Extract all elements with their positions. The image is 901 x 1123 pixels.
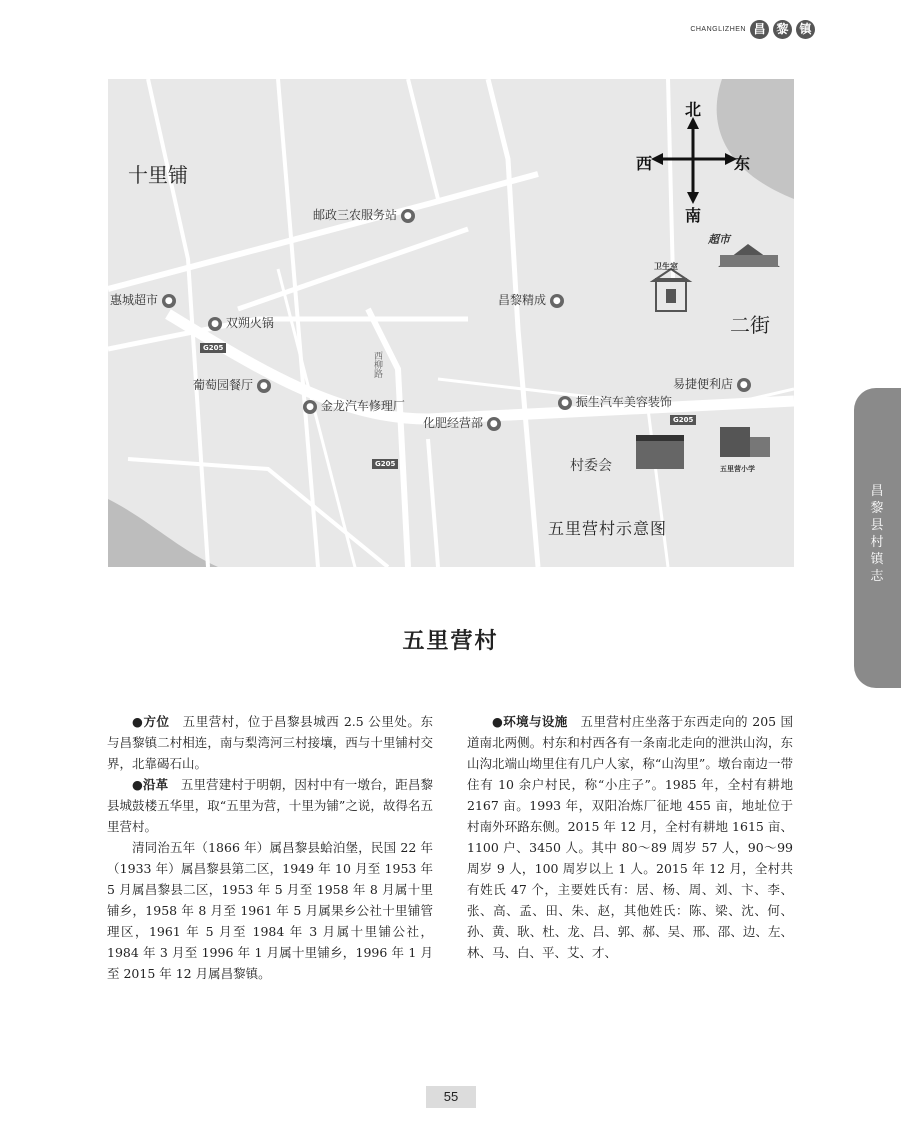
map-pin-icon: ● (737, 378, 751, 392)
map-pin-icon: ● (401, 209, 415, 223)
poi-shuangshuo (208, 314, 274, 331)
map-pin-icon: ● (257, 379, 271, 393)
label-erjie: 二街 (730, 313, 770, 337)
label-north: 北 (685, 100, 702, 119)
header-glyph: 镇 (796, 20, 815, 39)
paragraph-body: 五里营村，位于昌黎县城西 2.5 公里处。东与昌黎镇二村相连，南与梨湾河三村接壤，西与十里铺村交界，北靠碣石山。 (107, 714, 433, 771)
poi-weishengshi: 卫生室 (654, 262, 678, 271)
poi-post-label: 邮政三农服务站 (313, 208, 398, 222)
poi-zhensheng (558, 393, 672, 410)
article-title: 五里营村 (402, 628, 499, 654)
poi-huicheng (110, 291, 176, 308)
map-pin-icon: ● (558, 396, 572, 410)
running-header (690, 20, 815, 39)
label-south: 南 (685, 206, 702, 225)
road-name-xiliu: 西柳路 (372, 351, 382, 378)
poi-jinlong (303, 397, 405, 414)
poi-jinlong-label: 金龙汽车修理厂 (320, 399, 405, 413)
poi-putaoyuan (193, 376, 271, 393)
label-east: 东 (734, 154, 751, 173)
section-head: ●环境与设施 (492, 714, 568, 729)
map-pin-icon: ● (162, 294, 176, 308)
poi-chaoshi: 超市 (708, 233, 730, 246)
paragraph-body: 五里营村庄坐落于东西走向的 205 国道南北两侧。村东和村西各有一条南北走向的泄洪山沟，东山沟北端山坳里住有几户人家，称“山沟里”。墩台南边一带住有 10 余户村民，称“小庄子”。1985 年，全村有耕地 2167 亩。1993 年，双阳冶炼厂征地 455 亩，地址位于村南外环路东侧。2015 年 12 月，全村有耕地 1615 亩、1100 户、3450 人。其中 80～89 周岁 57 人，90～99 周岁 9 人，100 周岁以上 1 人。2015 年 12 月，全村共有姓氏 47 个，主要姓氏有：居、杨、周、刘、卞、李、张、高、孟、田、朱、赵，其他姓氏：陈、梁、沈、何、孙、黄、耿、杜、龙、吕、郭、郝、吴、邢、邵、边、左、林、马、白、平、艾、才、 (467, 714, 793, 960)
map-pin-icon: ● (550, 294, 564, 308)
poi-cunweihui: 村委会 (570, 458, 612, 474)
poi-zhensheng-label: 振生汽车美容装饰 (575, 395, 672, 409)
poi-shuangshuo-label: 双朔火锅 (225, 316, 274, 330)
paragraph (467, 711, 793, 963)
road-shield: G205 (670, 415, 696, 425)
page-number: 55 (426, 1086, 476, 1108)
poi-huicheng-label: 惠城超市 (110, 293, 159, 307)
section-head: ●方位 (132, 714, 170, 729)
paragraph (107, 774, 433, 837)
poi-yijie-label: 易捷便利店 (673, 377, 734, 391)
left-column (107, 711, 433, 984)
poi-yijie (673, 375, 751, 392)
poi-jingcheng (498, 291, 564, 308)
map-pin-icon: ● (208, 317, 222, 331)
right-column (467, 711, 793, 963)
paragraph: 清同治五年（1866 年）属昌黎县蛤泊堡，民国 22 年（1933 年）属昌黎县第二区，1949 年 10 月至 1953 年 5 月属昌黎县二区，1953 年 5 月至 1958 年 8 月属十里铺乡，1958 年 8 月至 1961 年 5 月属果乡公社十里铺管理区，1961 年 5 月至 1984 年 3 月属十里铺公社，1984 年 3 月至 1996 年 1 月属十里铺乡，1996 年 1 月至 2015 年 12 月属昌黎镇。 (107, 840, 433, 981)
poi-jingcheng-label: 昌黎精成 (498, 293, 547, 307)
header-pinyin: CHANGLIZHEN (690, 26, 746, 33)
village-map (108, 79, 794, 567)
poi-huafei (423, 414, 501, 431)
poi-huafei-label: 化肥经营部 (423, 416, 484, 430)
label-west: 西 (636, 154, 653, 173)
side-tab-text: 昌黎县村镇志 (870, 484, 884, 584)
map-caption: 五里营村示意图 (548, 519, 668, 538)
poi-putaoyuan-label: 葡萄园餐厅 (193, 378, 254, 392)
paragraph (107, 711, 433, 774)
header-glyph: 黎 (773, 20, 792, 39)
section-head: ●沿革 (132, 777, 169, 792)
map-pin-icon: ● (487, 417, 501, 431)
road-shield: G205 (200, 343, 226, 353)
poi-post (313, 206, 415, 223)
poi-school: 五里营小学 (720, 465, 755, 473)
paragraph-body: 五里营建村于明朝，因村中有一墩台，距昌黎县城鼓楼五华里，取“五里为营，十里为铺”之说，故得名五里营村。 (107, 777, 433, 834)
header-glyph: 昌 (750, 20, 769, 39)
label-shilipu: 十里铺 (128, 163, 188, 187)
road-shield: G205 (372, 459, 398, 469)
map-pin-icon: ● (303, 400, 317, 414)
